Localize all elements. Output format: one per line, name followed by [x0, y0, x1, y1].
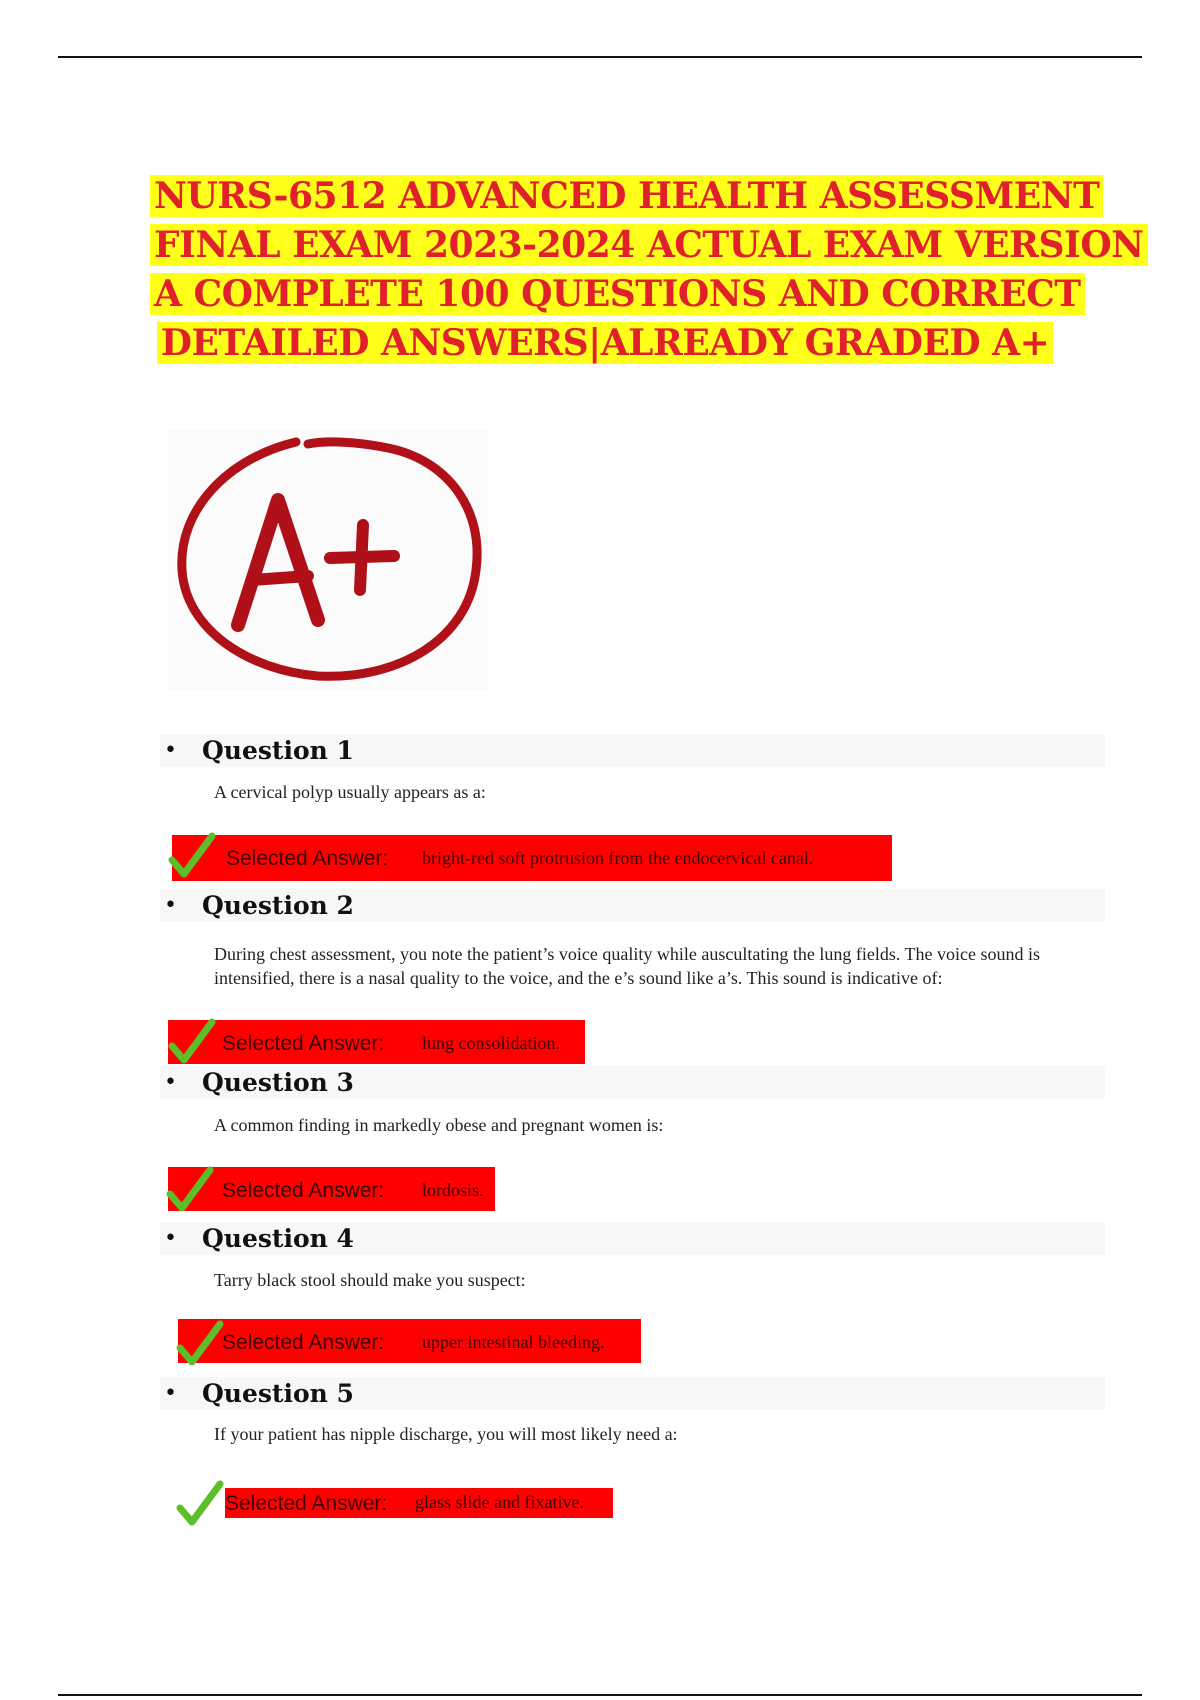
checkmark-icon — [166, 1164, 214, 1212]
selected-answer-label: Selected Answer: — [222, 1179, 385, 1202]
selected-answer-label: Selected Answer: — [222, 1331, 385, 1354]
question-2-answer — [168, 1020, 585, 1064]
bullet: • — [164, 893, 177, 918]
question-5-title: Question 5 — [202, 1379, 354, 1408]
question-5-answer — [225, 1488, 613, 1518]
grade-circle-icon — [168, 430, 488, 690]
question-1-answer-value: bright-red soft protrusion from the endocervical canal. — [422, 848, 814, 868]
question-3-text: A common finding in markedly obese and pregnant women is: — [214, 1115, 664, 1135]
top-rule — [58, 56, 1142, 58]
checkmark-icon — [176, 1478, 224, 1526]
title-line-1: NURS-6512 ADVANCED HEALTH ASSESSMENT — [150, 175, 1103, 217]
question-4-title: Question 4 — [202, 1224, 354, 1253]
bottom-rule — [58, 1694, 1142, 1696]
question-2-answer-value: lung consolidation. — [422, 1033, 560, 1053]
question-4-text: Tarry black stool should make you suspect: — [214, 1270, 526, 1290]
question-1-text: A cervical polyp usually appears as a: — [214, 782, 486, 802]
question-4-answer-value: upper intestinal bleeding. — [422, 1332, 605, 1352]
question-4-answer — [178, 1319, 641, 1363]
checkmark-icon — [176, 1318, 224, 1366]
question-4-header — [160, 1222, 1105, 1255]
question-5-answer-value: glass slide and fixative. — [415, 1492, 584, 1512]
question-2-header — [160, 889, 1105, 922]
checkmark-icon — [168, 830, 216, 878]
bullet: • — [164, 1381, 177, 1406]
grade-a-plus-logo — [168, 430, 488, 690]
selected-answer-label: Selected Answer: — [226, 847, 389, 870]
bullet: • — [164, 738, 177, 763]
question-3-answer-value: lordosis. — [422, 1180, 484, 1200]
question-3-answer — [168, 1167, 495, 1211]
question-3-title: Question 3 — [202, 1068, 354, 1097]
title-line-2: FINAL EXAM 2023-2024 ACTUAL EXAM VERSION — [150, 224, 1148, 266]
question-1-title: Question 1 — [202, 736, 354, 765]
bullet: • — [164, 1070, 177, 1095]
title-line-4: DETAILED ANSWERS|ALREADY GRADED A+ — [157, 322, 1054, 364]
checkmark-icon — [168, 1016, 216, 1064]
selected-answer-label: Selected Answer: — [225, 1492, 388, 1515]
question-5-text: If your patient has nipple discharge, you will most likely need a: — [214, 1424, 678, 1444]
question-1-header — [160, 734, 1105, 767]
title-line-3: A COMPLETE 100 QUESTIONS AND CORRECT — [150, 273, 1085, 315]
selected-answer-label: Selected Answer: — [222, 1032, 385, 1055]
document-title — [150, 172, 1144, 368]
question-5-header — [160, 1377, 1105, 1410]
question-3-header — [160, 1066, 1105, 1099]
question-2-text: During chest assessment, you note the patient’s voice quality while auscultating the lung fields. The voice sound is intensified, there is a nasal quality to the voice, and the e’s sound like a’s. This sound is indicative of: — [214, 944, 1041, 988]
question-1-answer — [172, 835, 892, 881]
question-2-title: Question 2 — [202, 891, 354, 920]
bullet: • — [164, 1226, 177, 1251]
